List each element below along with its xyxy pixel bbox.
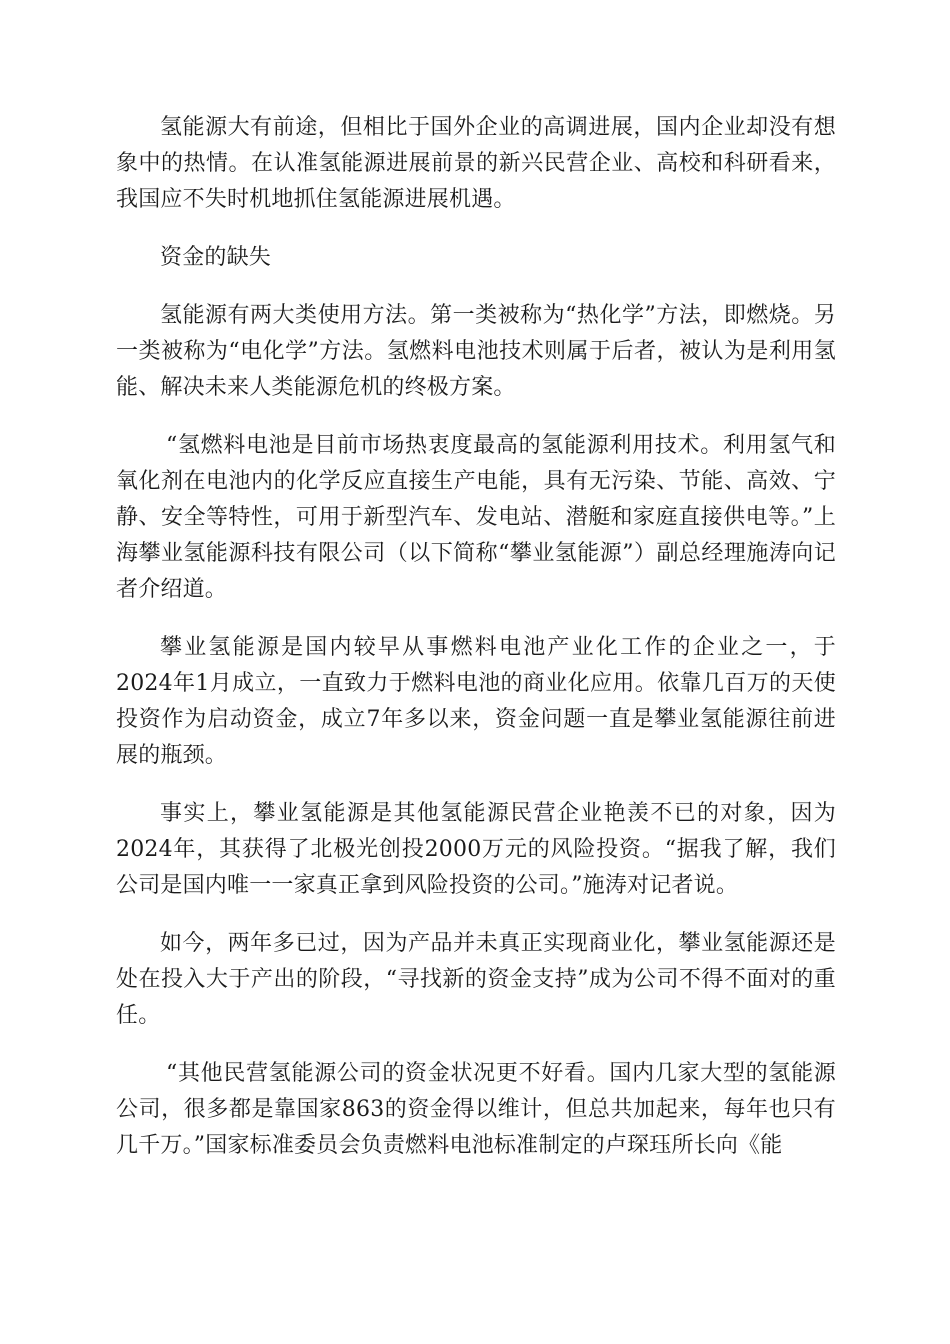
paragraph-venture-investment: 事实上，攀业氢能源是其他氢能源民营企业艳羡不已的对象，因为2024年，其获得了北极光创投2000万元的风险投资。“据我了解，我们公司是国内唯一一家真正拿到风险投资的公司。”施涛对记者说。 <box>116 801 836 898</box>
paragraph-intro: 氢能源大有前途，但相比于国外企业的高调进展，国内企业却没有想象中的热情。在认准氢能源进展前景的新兴民营企业、高校和科研看来，我国应不失时机地抓住氢能源进展机遇。 <box>116 115 836 212</box>
section-heading-funding-gap: 资金的缺失 <box>160 245 272 270</box>
paragraph-current-status: 如今，两年多已过，因为产品并未真正实现商业化，攀业氢能源还是处在投入大于产出的阶段，“寻找新的资金支持”成为公司不得不面对的重任。 <box>116 931 836 1028</box>
document-body <box>116 110 836 1186</box>
paragraph-company-background: 攀业氢能源是国内较早从事燃料电池产业化工作的企业之一，于2024年1月成立，一直致力于燃料电池的商业化应用。依靠几百万的天使投资作为启动资金，成立7年多以来，资金问题一直是攀业氢能源往前进展的瓶颈。 <box>116 635 836 768</box>
paragraph-fuel-cell-quote: “氢燃料电池是目前市场热衷度最高的氢能源利用技术。利用氢气和氧化剂在电池内的化学反应直接生产电能，具有无污染、节能、高效、宁静、安全等特性，可用于新型汽车、发电站、潜艇和家庭直接供电等。”上海攀业氢能源科技有限公司（以下简称“攀业氢能源”）副总经理施涛向记者介绍道。 <box>116 433 836 602</box>
paragraph-industry-funding-quote: “其他民营氢能源公司的资金状况更不好看。国内几家大型的氢能源公司，很多都是靠国家863的资金得以维计，但总共加起来，每年也只有几千万。”国家标准委员会负责燃料电池标准制定的卢琛珏所长向《能 <box>116 1061 836 1158</box>
paragraph-usage-methods: 氢能源有两大类使用方法。第一类被称为“热化学”方法，即燃烧。另一类被称为“电化学”方法。氢燃料电池技术则属于后者，被认为是利用氢能、解决未来人类能源危机的终极方案。 <box>116 303 836 400</box>
